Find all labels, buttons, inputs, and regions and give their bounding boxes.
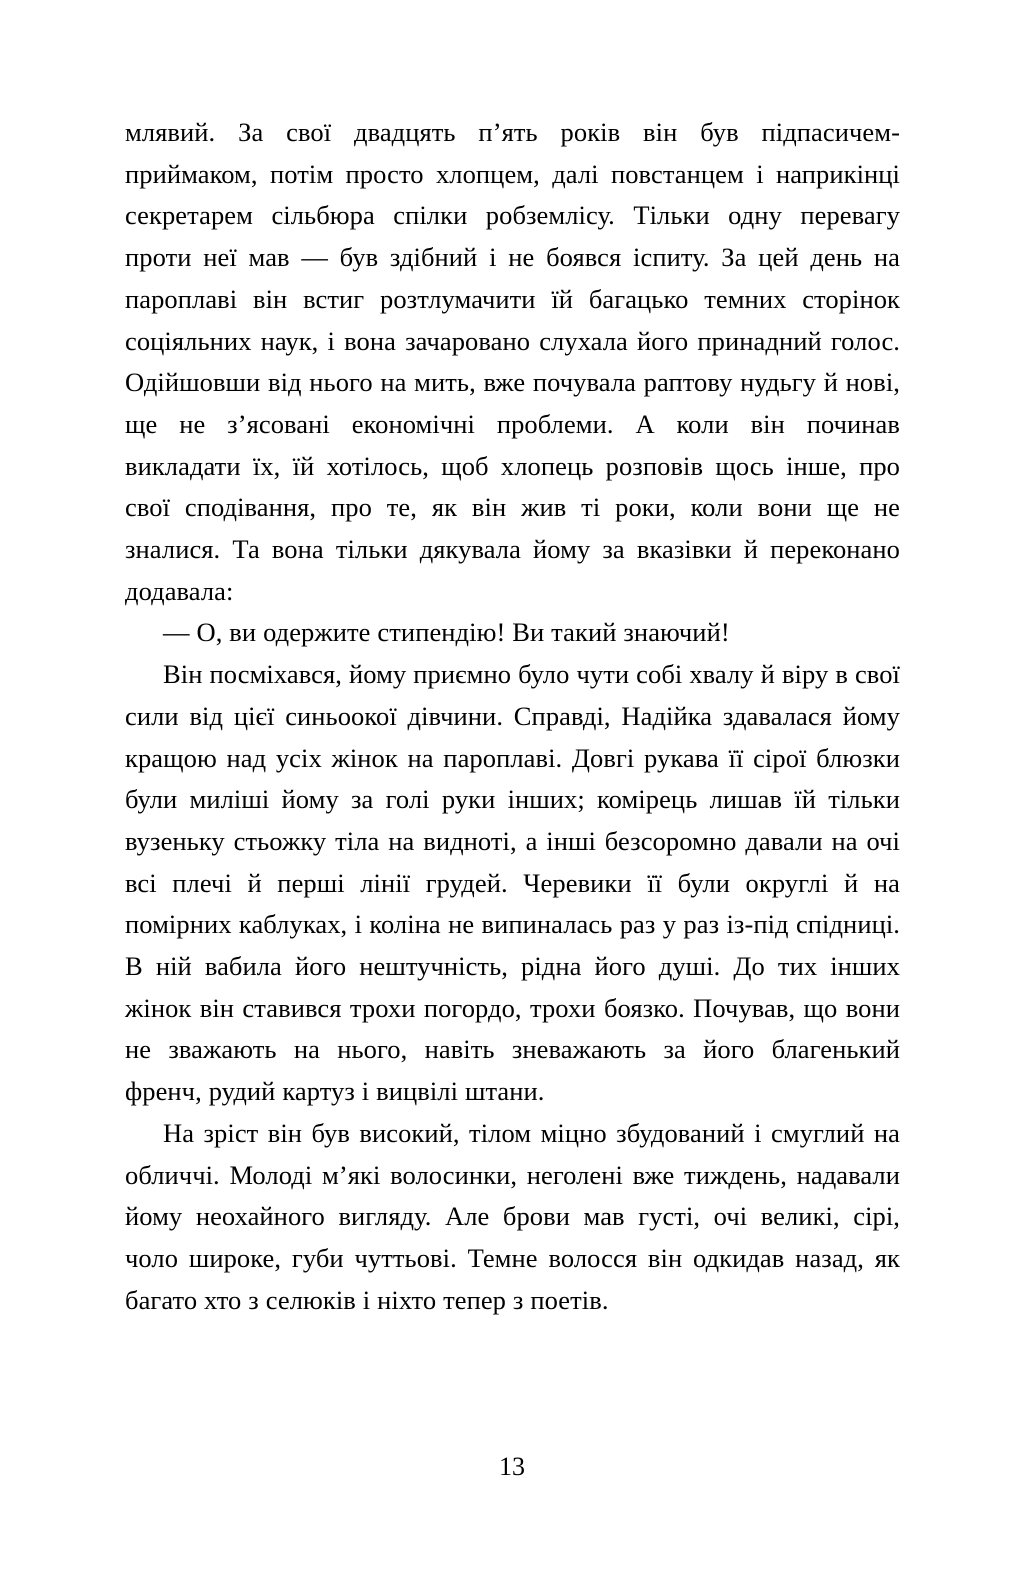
- paragraph-dialogue: — О, ви одержите стипендію! Ви такий знаючий!: [163, 617, 730, 648]
- paragraph-continued: млявий. За свої двадцять п’ять років він був підпасичем-приймаком, потім просто хлопцем, далі повстанцем і наприкінці секретарем сільбюра спілки робземлісу. Тільки одну перевагу проти неї мав — був здібний і не боявся іспиту. За цей день на пароплаві він встиг розтлумачити їй багацько темних сторінок соціяльних наук, і вона зачаровано слухала його принадний голос. Одійшовши від нього на мить, вже почувала раптову нудьгу й нові, ще не з’ясовані економічні проблеми. А коли він починав викладати їх, їй хотілось, щоб хлопець розповів щось інше, про свої сподівання, про те, як він жив ті роки, коли вони ще не зналися. Та вона тільки дякувала йому за вказівки й переконано додавала:: [125, 117, 900, 606]
- paragraph-description-nadiyka: Він посміхався, йому приємно було чути собі хвалу й віру в свої сили від цієї синьоокої дівчини. Справді, Надійка здавалася йому кращою над усіх жінок на пароплаві. Довгі рукава її сірої блюзки були миліші йому за голі руки інших; комірець лишав їй тільки вузеньку стьожку тіла на видноті, а інші безсоромно давали на очі всі плечі й перші лінії грудей. Черевики її були округлі й на помірних каблуках, і коліна не випиналась раз у раз із-під спідниці. В ній вабила його нештучність, рідна його душі. До тих інших жінок він ставився трохи погордо, трохи боязко. Почував, що вони не зважають на нього, навіть зневажають за його благенький френч, рудий картуз і вицвілі штани.: [125, 659, 900, 1107]
- page-number: 13: [499, 1452, 525, 1481]
- page-text-block: [125, 112, 900, 1321]
- paragraph-description-appearance: На зріст він був високий, тілом міцно збудований і смуглий на обличчі. Молоді м’які волосинки, неголені вже тиждень, надавали йому неохайного вигляду. Але брови мав густі, очі великі, сірі, чоло широке, губи чуттьові. Темне волосся він одкидав назад, як багато хто з селюків і ніхто тепер з поетів.: [125, 1117, 900, 1315]
